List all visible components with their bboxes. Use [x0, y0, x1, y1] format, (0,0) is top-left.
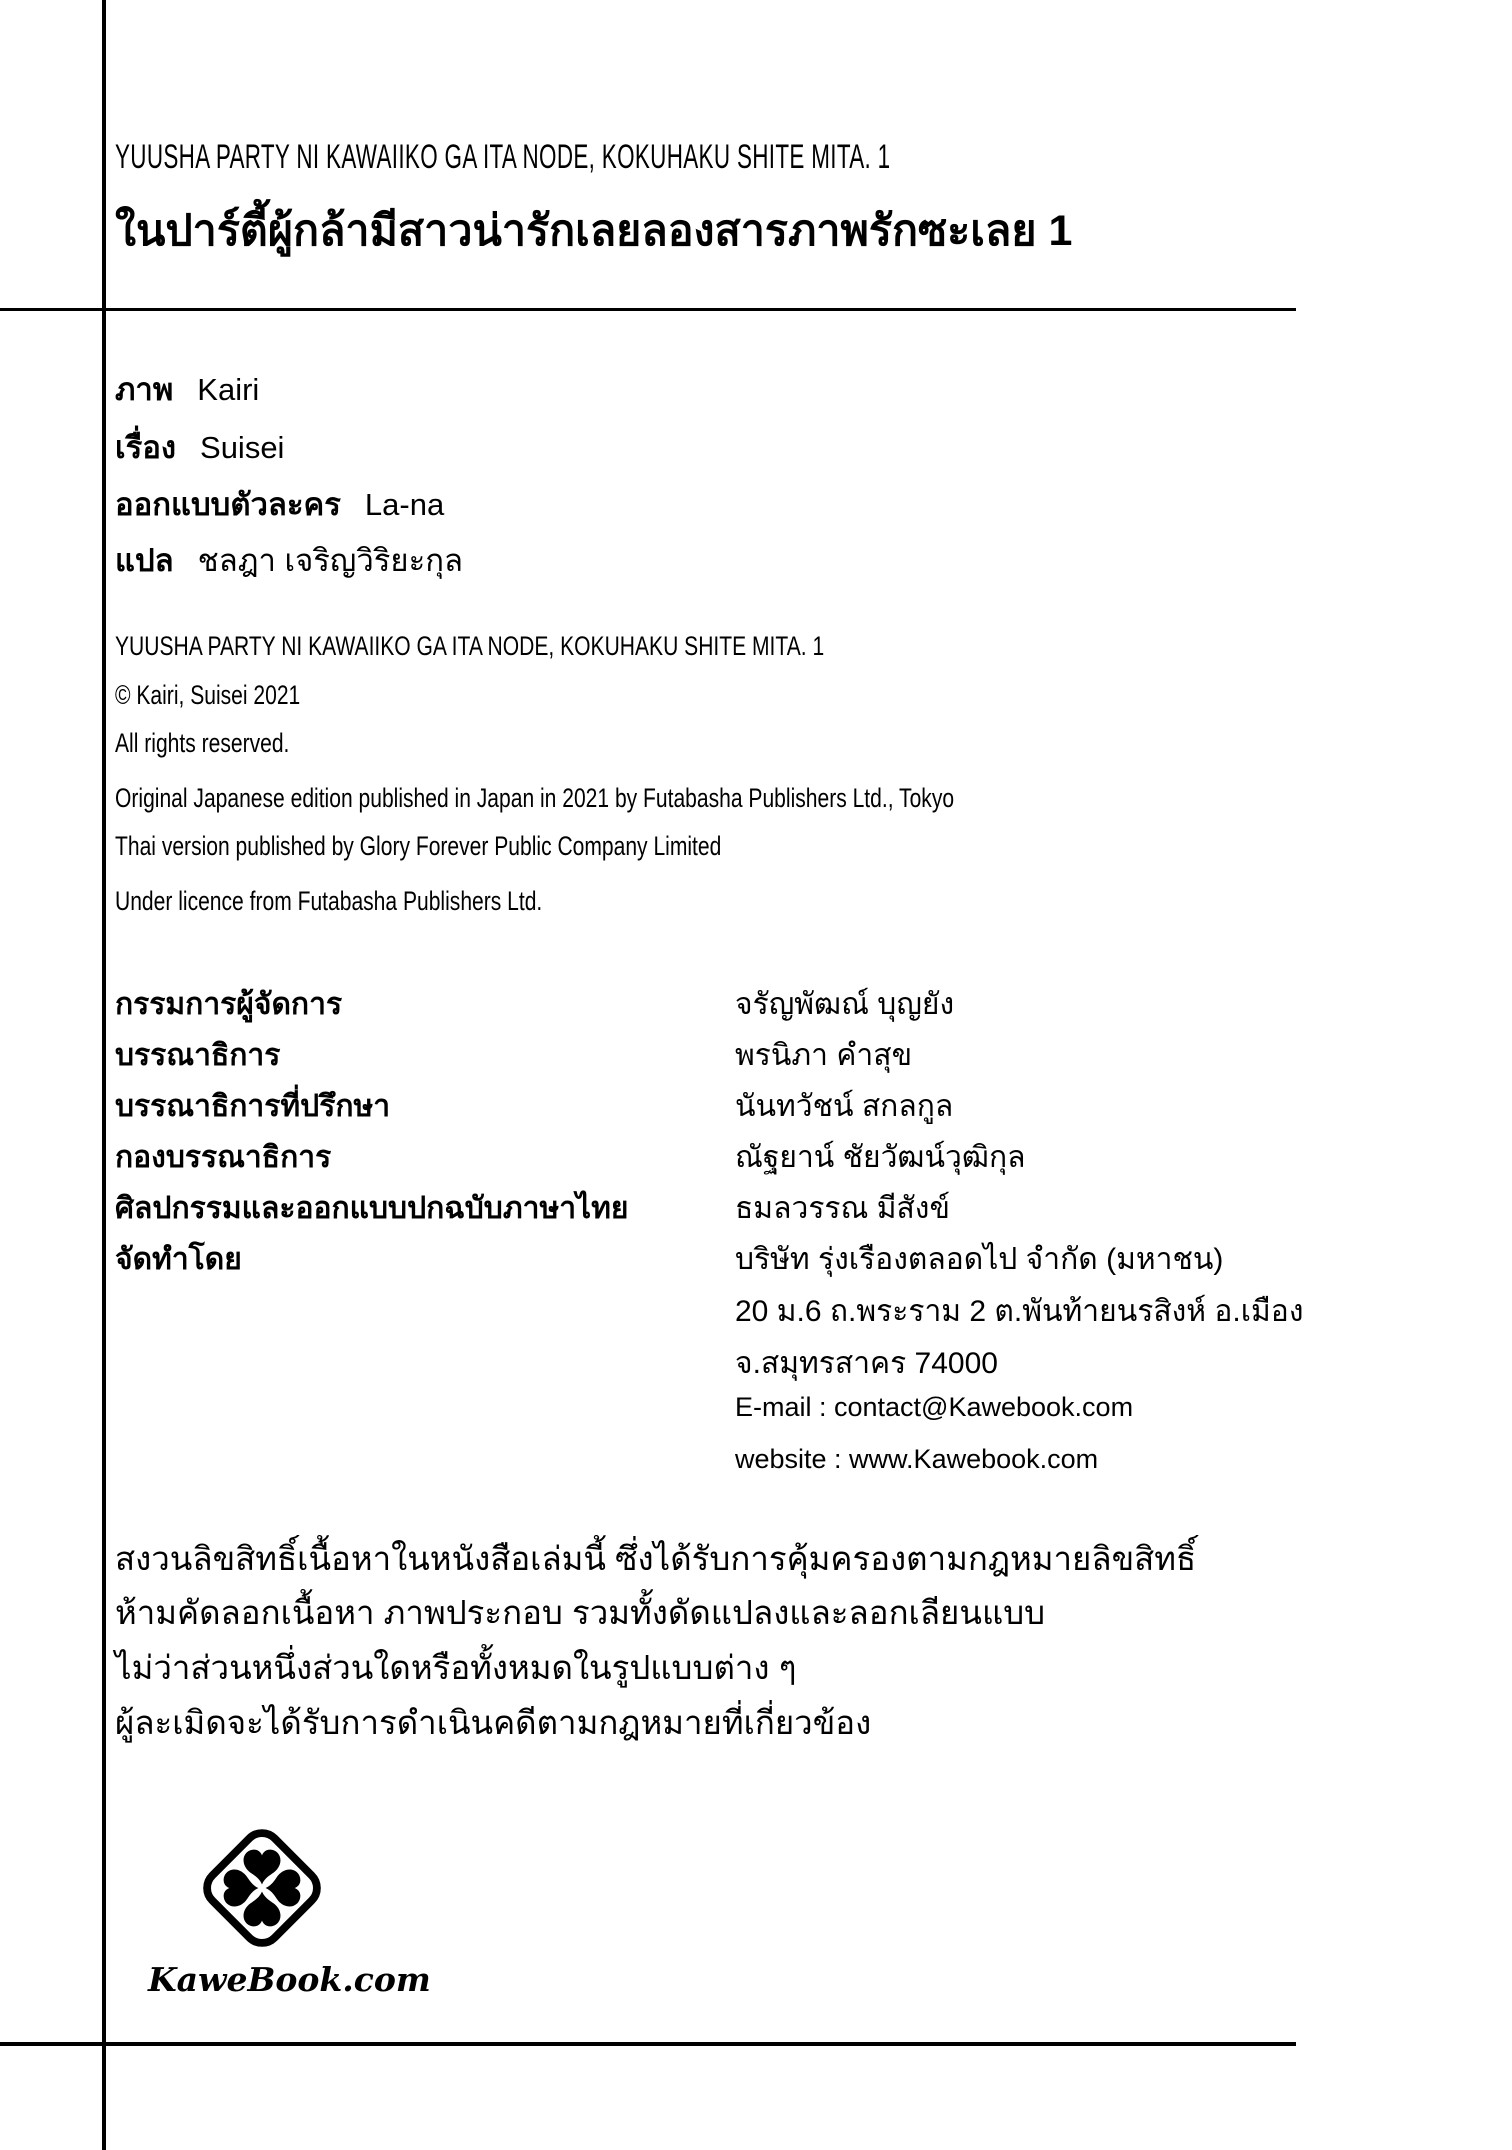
credit-value: La-na — [364, 487, 445, 522]
publisher-logo — [191, 1814, 333, 1967]
credit-value: Kairi — [197, 372, 260, 407]
rights-notice-line: ผู้ละเมิดจะได้รับการดำเนินคดีตามกฎหมายที่เกี่ยวข้อง — [115, 1704, 872, 1741]
staff-label: ศิลปกรรมและออกแบบปกฉบับภาษาไทย — [115, 1192, 629, 1225]
copyright-line: Original Japanese edition published in Japan in 2021 by Futabasha Publishers Ltd., Tokyo — [115, 783, 955, 813]
credit-label: ภาพ — [115, 372, 174, 407]
credit-value: ชลฎา เจริญวิริยะกุล — [197, 543, 463, 578]
publisher-address-line: จ.สมุทรสาคร 74000 — [735, 1347, 998, 1380]
copyright-line: © Kairi, Suisei 2021 — [115, 680, 301, 710]
staff-label: กองบรรณาธิการ — [115, 1141, 332, 1174]
publisher-website: website : www.Kawebook.com — [735, 1444, 1099, 1474]
copyright-line: Thai version published by Glory Forever Public Company Limited — [115, 831, 722, 861]
staff-label: จัดทำโดย — [115, 1243, 242, 1276]
rights-notice-line: สงวนลิขสิทธิ์เนื้อหาในหนังสือเล่มนี้ ซึ่งได้รับการคุ้มครองตามกฎหมายลิขสิทธิ์ — [115, 1540, 1197, 1577]
staff-value: พรนิภา คำสุข — [735, 1039, 913, 1072]
staff-value: ณัฐยาน์ ชัยวัฒน์วุฒิกุล — [735, 1141, 1026, 1174]
publisher-address-line: 20 ม.6 ถ.พระราม 2 ต.พันท้ายนรสิงห์ อ.เมือง — [735, 1295, 1304, 1328]
credit-row-character-design — [115, 479, 444, 529]
credit-label: แปล — [115, 543, 174, 578]
credit-row-art — [115, 364, 259, 414]
clover-hearts-diamond-icon — [191, 1814, 333, 1962]
staff-value: นันทวัชน์ สกลกูล — [735, 1090, 954, 1123]
copyright-line: All rights reserved. — [115, 728, 290, 758]
rights-notice-line: ไม่ว่าส่วนหนึ่งส่วนใดหรือทั้งหมดในรูปแบบต่าง ๆ — [115, 1649, 797, 1686]
credit-value: Suisei — [200, 430, 285, 465]
rights-notice-line: ห้ามคัดลอกเนื้อหา ภาพประกอบ รวมทั้งดัดแปลงและลอกเลียนแบบ — [115, 1594, 1046, 1631]
title-divider-line — [0, 308, 1296, 311]
staff-value: ธมลวรรณ มีสังข์ — [735, 1192, 950, 1225]
staff-value: บริษัท รุ่งเรืองตลอดไป จำกัด (มหาชน) — [735, 1243, 1224, 1276]
staff-label: บรรณาธิการ — [115, 1039, 281, 1072]
book-title-english: YUUSHA PARTY NI KAWAIIKO GA ITA NODE, KOKUHAKU SHITE MITA. 1 — [115, 138, 891, 176]
credit-label: เรื่อง — [115, 430, 177, 465]
left-border-line — [102, 0, 106, 2150]
credit-label: ออกแบบตัวละคร — [115, 487, 341, 522]
credit-row-translator — [115, 535, 463, 585]
bottom-divider-line — [0, 2042, 1296, 2046]
copyright-line: YUUSHA PARTY NI KAWAIIKO GA ITA NODE, KOKUHAKU SHITE MITA. 1 — [115, 631, 825, 661]
book-title-thai: ในปาร์ตี้ผู้กล้ามีสาวน่ารักเลยลองสารภาพรักซะเลย 1 — [115, 207, 1073, 255]
publisher-logo-text: KaweBook.com — [148, 1960, 431, 1999]
copyright-line: Under licence from Futabasha Publishers Ltd. — [115, 886, 543, 916]
credit-row-story — [115, 422, 284, 472]
staff-value: จรัญพัฒณ์ บุญยัง — [735, 988, 955, 1021]
staff-label: กรรมการผู้จัดการ — [115, 988, 343, 1021]
publisher-email: E-mail : contact@Kawebook.com — [735, 1392, 1134, 1422]
staff-label: บรรณาธิการที่ปรึกษา — [115, 1090, 391, 1123]
